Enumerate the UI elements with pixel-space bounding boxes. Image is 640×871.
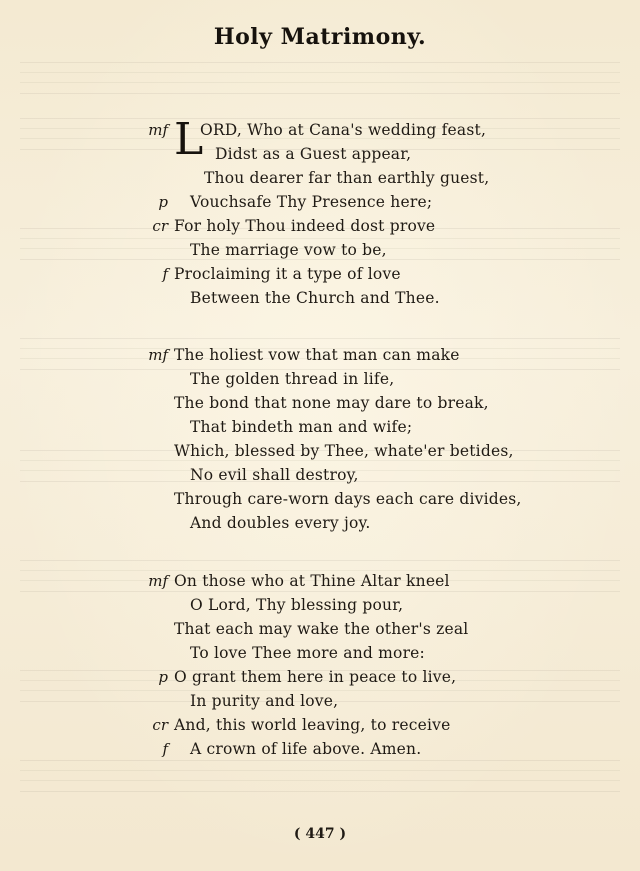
dynamic-marking: cr xyxy=(152,217,168,235)
verse-line: ORD, Who at Cana's wedding feast, xyxy=(200,121,487,139)
verse-line: Between the Church and Thee. xyxy=(190,289,440,307)
dynamic-marking: f xyxy=(162,265,168,283)
verse-line: The marriage vow to be, xyxy=(190,241,387,259)
verse-line: On those who at Thine Altar kneel xyxy=(174,572,450,590)
dynamic-marking: p xyxy=(158,193,168,211)
page-heading: Holy Matrimony. xyxy=(213,24,427,50)
verse-line: No evil shall destroy, xyxy=(190,466,359,484)
verse-line: Didst as a Guest appear, xyxy=(215,145,412,163)
verse-line: O grant them here in peace to live, xyxy=(174,668,457,686)
verse-line: Thou dearer far than earthly guest, xyxy=(204,169,490,187)
verse-line: Which, blessed by Thee, whate'er betides, xyxy=(174,442,514,460)
verse-line: Proclaiming it a type of love xyxy=(174,265,401,283)
verse-line: A crown of life above. Amen. xyxy=(190,740,422,758)
page-number: ( 447 ) xyxy=(293,826,347,842)
dynamic-marking: f xyxy=(162,740,168,758)
verse-line: And, this world leaving, to receive xyxy=(174,716,451,734)
verse-line: The holiest vow that man can make xyxy=(174,346,460,364)
verse-line: O Lord, Thy blessing pour, xyxy=(190,596,404,614)
verse-line: To love Thee more and more: xyxy=(190,644,425,662)
verse-line: For holy Thou indeed dost prove xyxy=(174,217,436,235)
dynamic-marking: mf xyxy=(148,572,168,590)
verse-line: The bond that none may dare to break, xyxy=(174,394,489,412)
verse-line: In purity and love, xyxy=(190,692,339,710)
drop-cap: L xyxy=(174,114,204,165)
verse-line: And doubles every joy. xyxy=(190,514,371,532)
bleed-through-staff xyxy=(20,62,620,94)
verse-line: That each may wake the other's zeal xyxy=(174,620,469,638)
dynamic-marking: p xyxy=(158,668,168,686)
verse-line: The golden thread in life, xyxy=(190,370,395,388)
dynamic-marking: mf xyxy=(148,121,168,139)
bleed-through-staff xyxy=(20,760,620,792)
dynamic-marking: cr xyxy=(152,716,168,734)
verse-line: Through care-worn days each care divides, xyxy=(174,490,522,508)
verse-line: Vouchsafe Thy Presence here; xyxy=(190,193,433,211)
dynamic-marking: mf xyxy=(148,346,168,364)
verse-line: That bindeth man and wife; xyxy=(190,418,413,436)
